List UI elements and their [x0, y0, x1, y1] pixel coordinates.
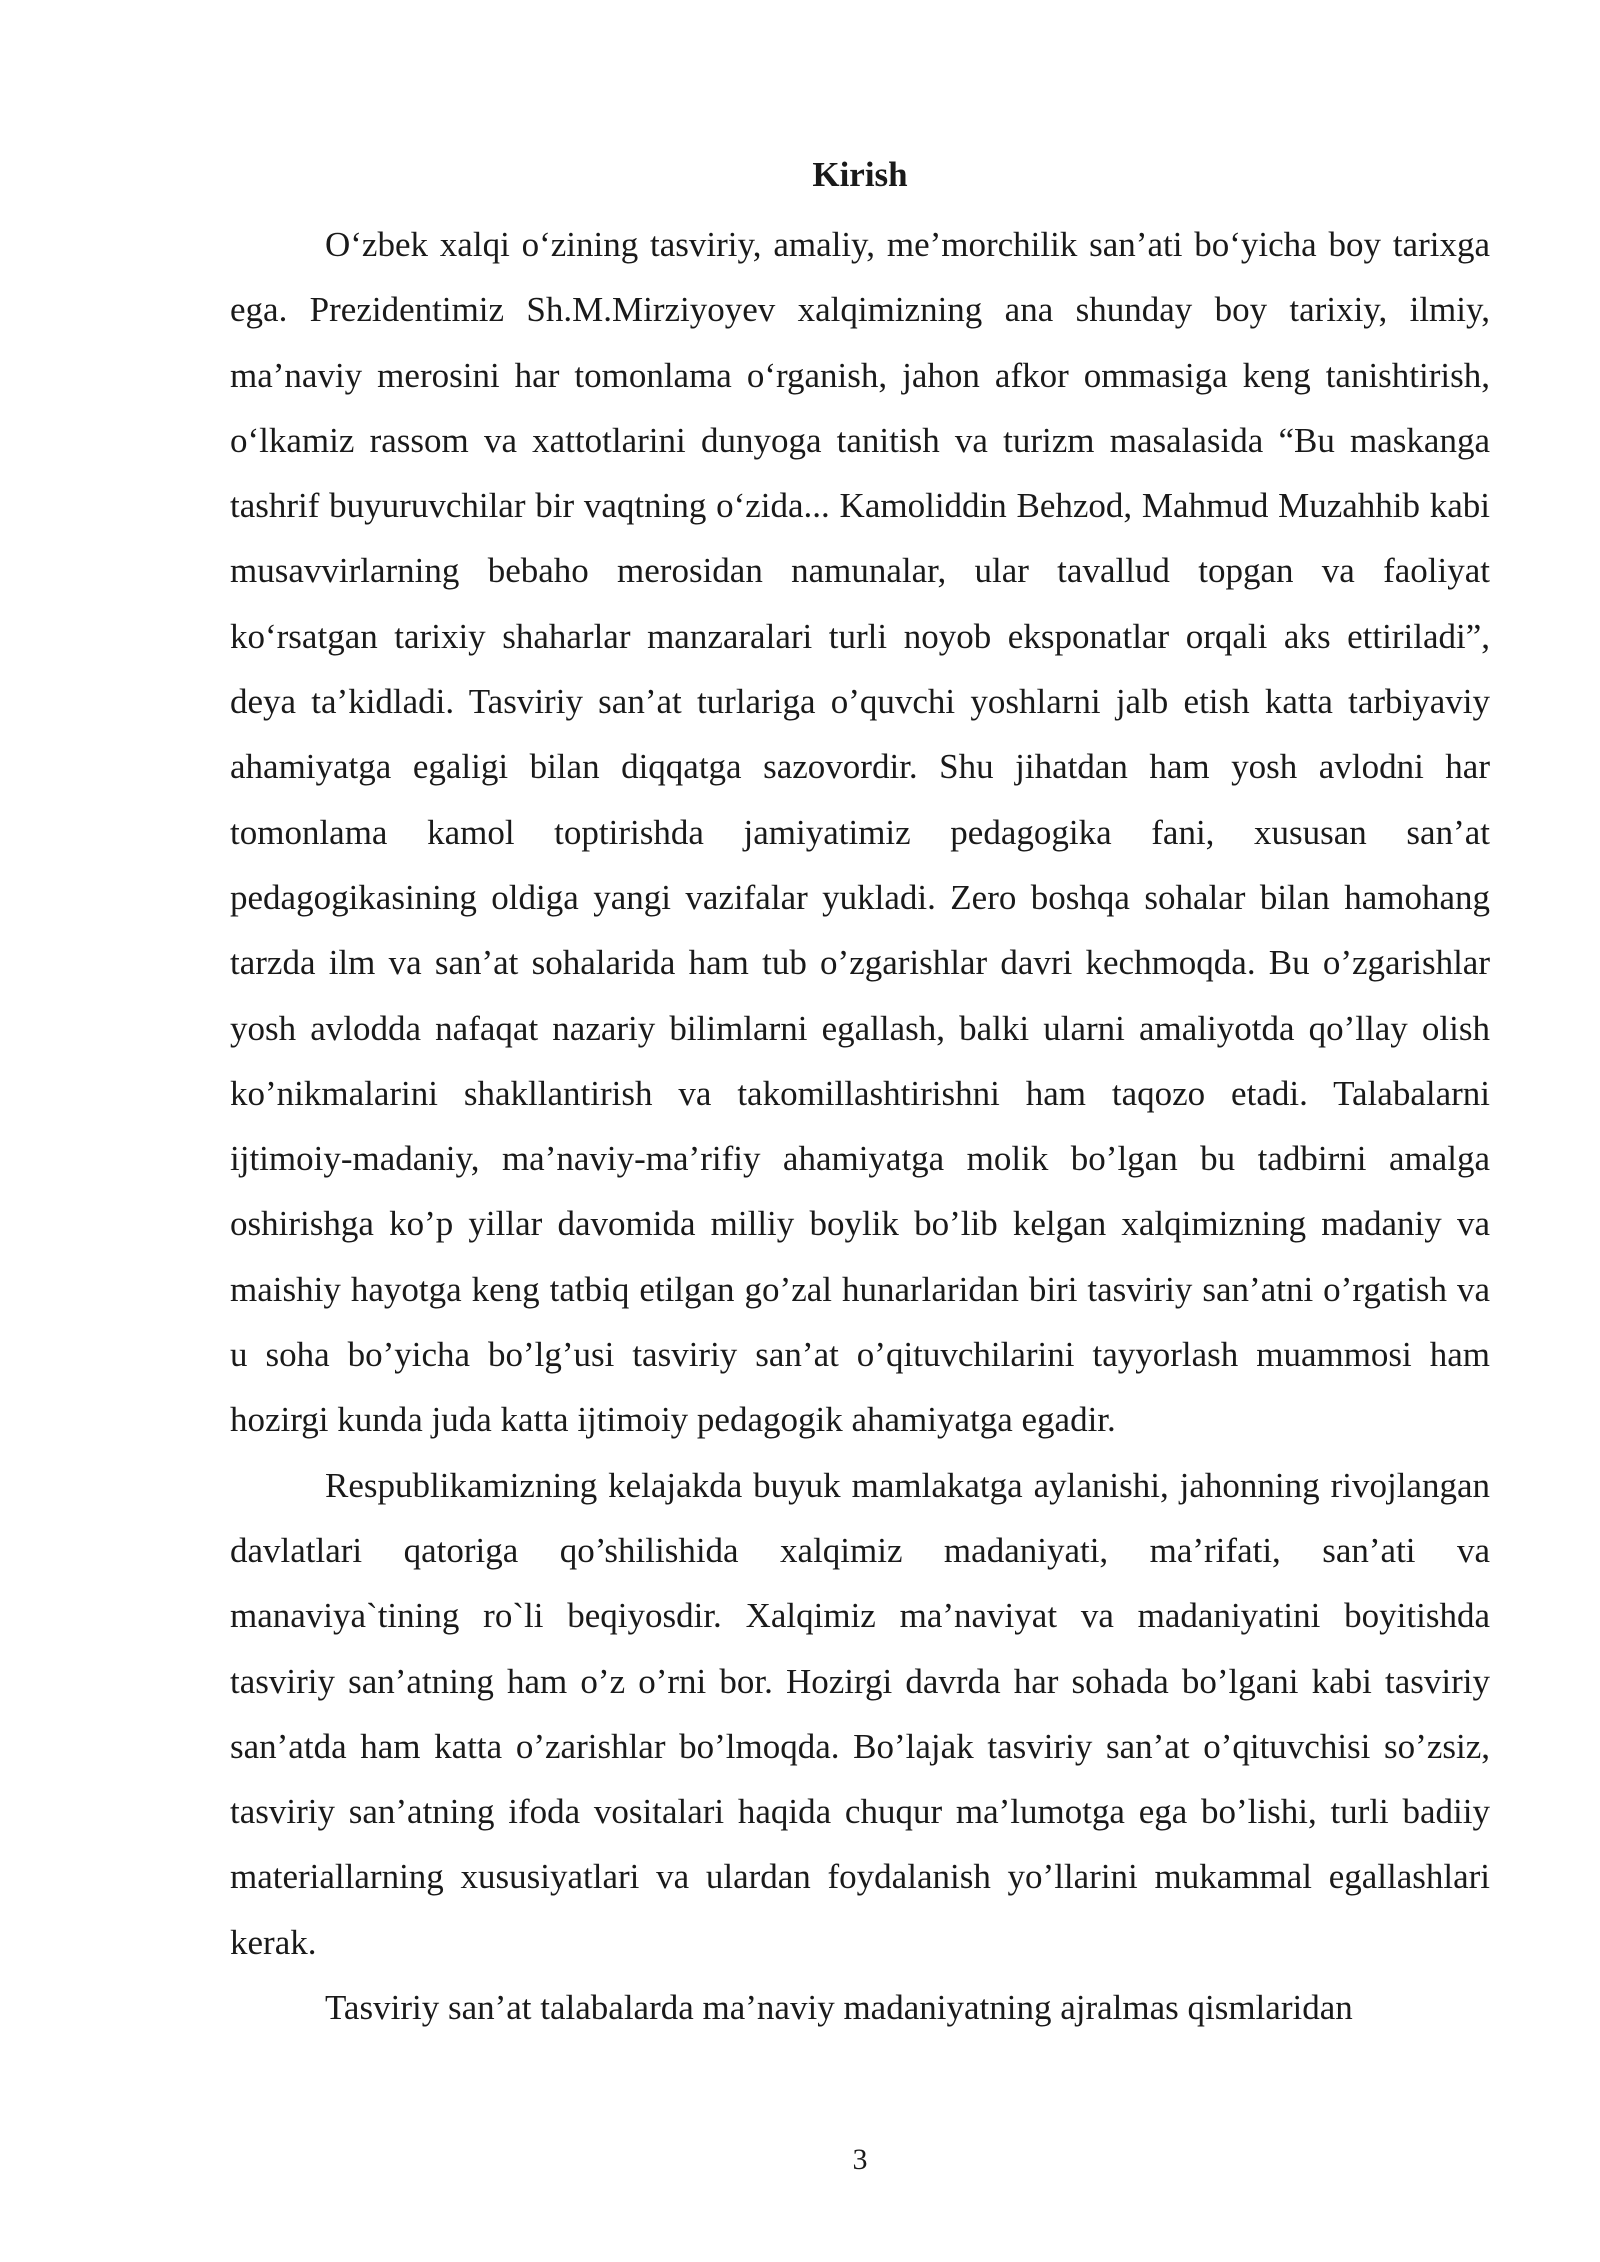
paragraph-3: Tasviriy san’at talabalarda ma’naviy madaniyatning ajralmas qismlaridan [325, 1988, 1353, 2028]
page-title: Kirish [812, 155, 908, 194]
paragraph-2: Respublikamizning kelajakda buyuk mamlakatga aylanishi, jahonning rivojlangan davlatlari qatoriga qo’shilishida xalqimiz madaniyati, ma’rifati, san’ati va manaviya`tining ro`li beqiyosdir. Xalqimiz ma’naviyat va madaniyatini boyitishda tasviriy san’atning ham o’z o’rni bor. Hozirgi davrda har sohada bo’lgani kabi tasviriy san’atda ham katta o’zarishlar bo’lmoqda. Bo’lajak tasviriy san’at o’qituvchisi so’zsiz, tasviriy san’atning ifoda vositalari haqida chuqur ma’lumotga ega bo’lishi, turli badiiy materiallarning xususiyatlari va ulardan foydalanish yo’llarini mukammal egallashlari kerak. [230, 1465, 1490, 1962]
paragraph-1: O‘zbek xalqi o‘zining tasviriy, amaliy, me’morchilik san’ati bo‘yicha boy tarixga ega. Prezidentimiz Sh.M.Mirziyoyev xalqimizning ana shunday boy tarixiy, ilmiy, ma’naviy merosini har tomonlama o‘rganish, jahon afkor ommasiga keng tanishtirish, o‘lkamiz rassom va xattotlarini dunyoga tanitish va turizm masalasida “Bu maskanga tashrif buyuruvchilar bir vaqtning o‘zida... Kamoliddin Behzod, Mahmud Muzahhib kabi musavvirlarning bebaho merosidan namunalar, ular tavallud topgan va faoliyat ko‘rsatgan tarixiy shaharlar manzaralari turli noyob eksponatlar orqali aks ettiriladi”, deya ta’kidladi. Tasviriy san’at turlariga o’quvchi yoshlarni jalb etish katta tarbiyaviy ahamiyatga egaligi bilan diqqatga sazovordir. Shu jihatdan ham yosh avlodni har tomonlama kamol toptirishda jamiyatimiz pedagogika fani, xususan san’at pedagogikasining oldiga yangi vazifalar yukladi. Zero boshqa sohalar bilan hamohang tarzda ilm va san’at sohalarida ham tub o’zgarishlar davri kechmoqda. Bu o’zgarishlar yosh avlodda nafaqat nazariy bilimlarni egallash, balki ularni amaliyotda qo’llay olish ko’nikmalarini shakllantirish va takomillashtirishni ham taqozo etadi. Talabalarni ijtimoiy-madaniy, ma’naviy-ma’rifiy ahamiyatga molik bo’lgan bu tadbirni amalga oshirishga ko’p yillar davomida milliy boylik bo’lib kelgan xalqimizning madaniy va maishiy hayotga keng tatbiq etilgan go’zal hunarlaridan biri tasviriy san’atni o’rgatish va u soha bo’yicha bo’lg’usi tasviriy san’at o’qituvchilarini tayyorlash muammosi ham hozirgi kunda juda katta ijtimoiy pedagogik ahamiyatga egadir. [230, 225, 1490, 1440]
body-text [230, 212, 1490, 2040]
page-number: 3 [852, 2143, 868, 2176]
